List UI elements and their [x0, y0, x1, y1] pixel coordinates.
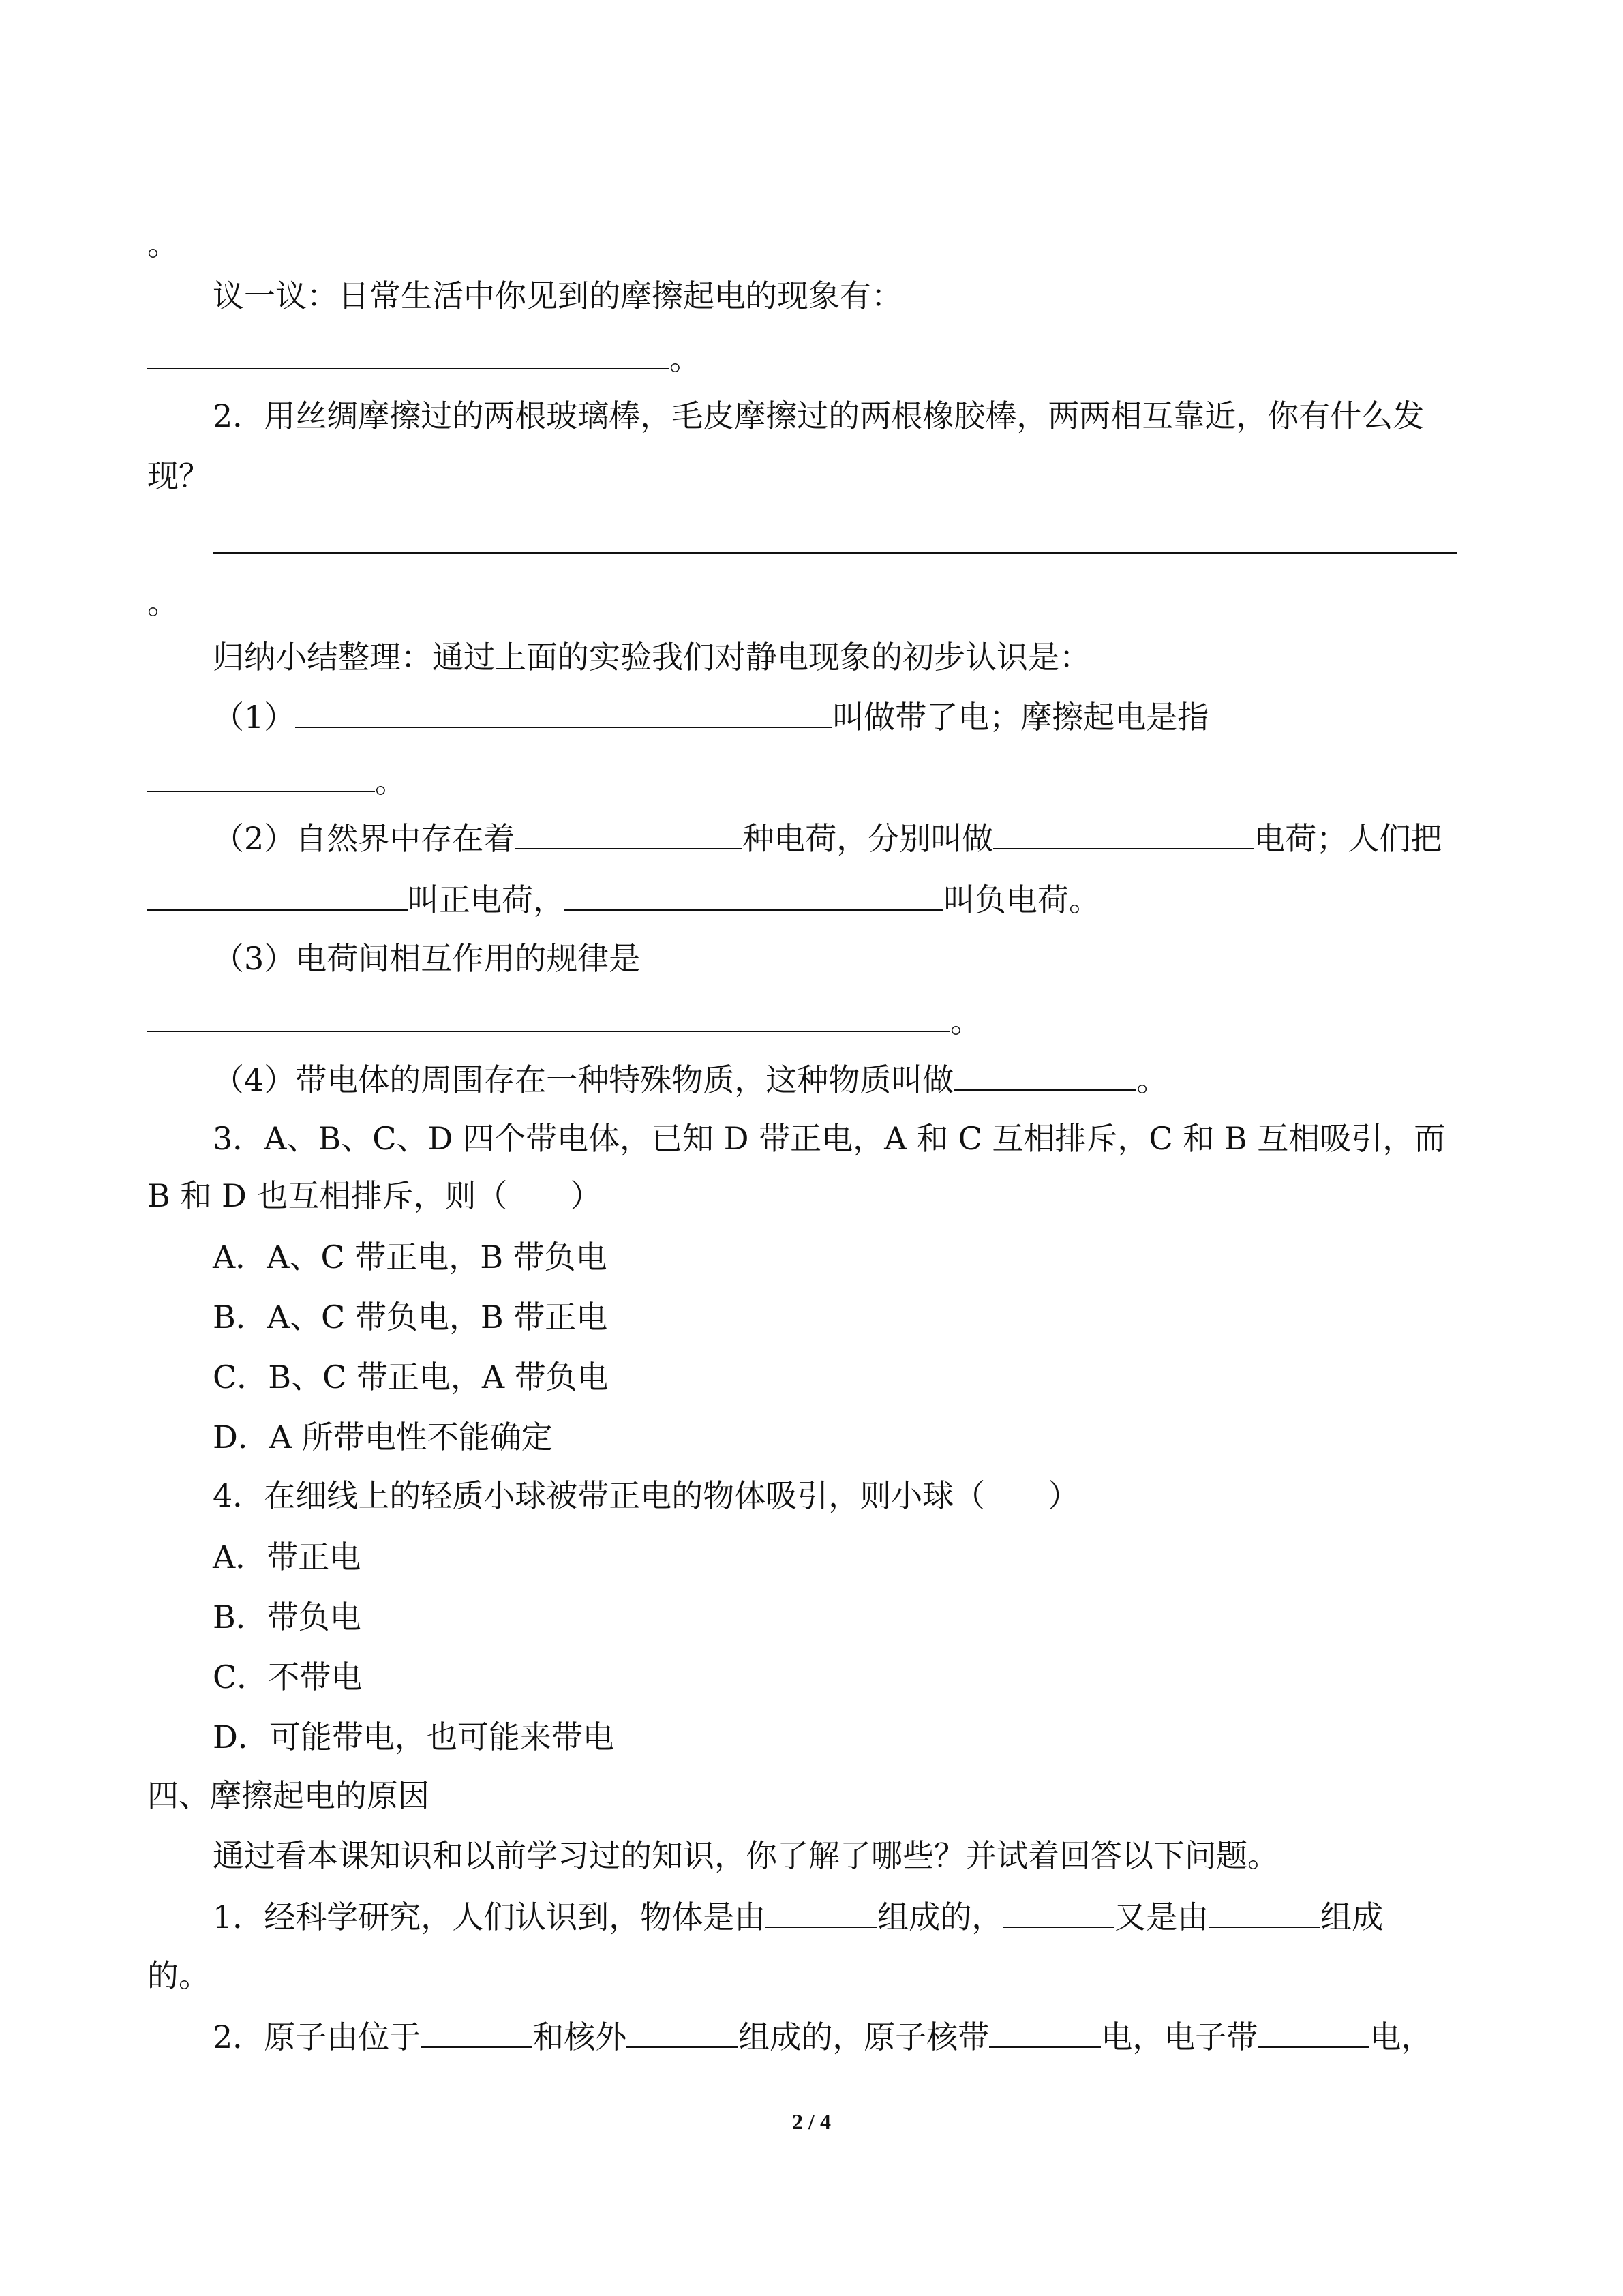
fill-blank[interactable]	[989, 2015, 1101, 2048]
question-2-line-1	[213, 395, 1424, 436]
point-1-cont	[147, 1955, 210, 1996]
section-intro	[213, 1835, 1279, 1876]
point-2	[213, 2015, 1432, 2056]
period: 。	[1136, 1061, 1168, 1098]
text-line	[147, 582, 179, 623]
fill-blank[interactable]	[421, 2015, 532, 2048]
item-text: （2）自然界中存在着	[213, 820, 515, 857]
summary-line	[213, 637, 1091, 678]
summary-item-3	[213, 938, 640, 979]
fill-blank[interactable]	[147, 878, 408, 911]
option-text: A．A、C 带正电，B 带负电	[213, 1239, 607, 1275]
discuss-text: 议一议：日常生活中你见到的摩擦起电的现象有：	[213, 277, 902, 314]
question-3-line-2	[147, 1175, 602, 1216]
option-d[interactable]	[213, 1417, 553, 1457]
answer-blank[interactable]	[147, 337, 669, 369]
fill-blank[interactable]	[765, 1895, 877, 1928]
fill-blank[interactable]	[954, 1058, 1136, 1091]
question-4-text: 4．在细线上的轻质小球被带正电的物体吸引，则小球（ ）	[213, 1477, 1080, 1514]
question-4	[213, 1475, 1079, 1516]
page-number: 2 / 4	[792, 2109, 831, 2134]
fill-blank[interactable]	[1003, 1895, 1114, 1928]
text-line	[147, 224, 179, 265]
point-text: 组成的，原子核带	[738, 2019, 990, 2055]
summary-item-1	[213, 695, 1209, 736]
question-2-text: 2．用丝绸摩擦过的两根玻璃棒，毛皮摩擦过的两根橡胶棒，两两相互靠近，你有什么发	[213, 397, 1425, 434]
option-a[interactable]	[213, 1237, 607, 1278]
period: 。	[669, 340, 701, 377]
item-text: 种电荷，分别叫做	[742, 820, 994, 857]
fill-blank[interactable]	[147, 999, 950, 1032]
option-b[interactable]	[213, 1297, 607, 1338]
fill-blank[interactable]	[295, 695, 832, 728]
option-text: A．带正电	[213, 1539, 361, 1575]
point-text: 电，	[1369, 2019, 1433, 2055]
question-2-line-2	[147, 455, 210, 496]
option-c[interactable]	[213, 1357, 609, 1398]
period: 。	[147, 584, 179, 621]
period: 。	[950, 1003, 982, 1040]
question-3-line-1	[213, 1118, 1445, 1159]
discuss-line	[213, 275, 902, 316]
summary-text: 归纳小结整理：通过上面的实验我们对静电现象的初步认识是：	[213, 639, 1091, 676]
point-text: 2．原子由位于	[213, 2019, 421, 2055]
item-text: 叫负电荷。	[943, 881, 1100, 918]
option-b[interactable]	[213, 1597, 361, 1637]
item-text: 叫做带了电；摩擦起电是指	[832, 699, 1209, 736]
question-3-text-cont: B 和 D 也互相排斥，则（ ）	[147, 1177, 602, 1214]
item-label: （1）	[213, 699, 296, 736]
option-text: C．不带电	[213, 1659, 363, 1695]
point-text: 1．经科学研究，人们认识到，物体是由	[213, 1899, 766, 1935]
fill-blank[interactable]	[564, 878, 943, 911]
fill-blank[interactable]	[626, 2015, 738, 2048]
summary-item-2	[213, 817, 1442, 858]
fill-blank[interactable]	[147, 759, 375, 792]
option-text: D．A 所带电性不能确定	[213, 1419, 553, 1455]
item-text: （3）电荷间相互作用的规律是	[213, 940, 641, 977]
option-text: C．B、C 带正电，A 带负电	[213, 1359, 609, 1395]
fill-blank[interactable]	[515, 817, 742, 849]
section-title: 四、摩擦起电的原因	[147, 1777, 429, 1814]
point-text: 和核外	[532, 2019, 627, 2055]
option-text: D．可能带电，也可能来带电	[213, 1719, 614, 1755]
item-text: 叫正电荷，	[408, 881, 564, 918]
section-heading	[147, 1775, 429, 1816]
summary-item-4	[213, 1058, 1168, 1099]
option-text: B．带负电	[213, 1599, 361, 1635]
option-text: B．A、C 带负电，B 带正电	[213, 1299, 608, 1335]
point-text: 组成的，	[877, 1899, 1003, 1935]
option-d[interactable]	[213, 1717, 614, 1757]
answer-rule[interactable]	[213, 552, 1457, 554]
point-text: 组成	[1320, 1899, 1384, 1935]
option-c[interactable]	[213, 1657, 362, 1697]
point-text: 又是由	[1114, 1899, 1209, 1935]
question-3-text: 3．A、B、C、D 四个带电体，已知 D 带正电，A 和 C 互相排斥，C 和 B 互相吸引，而	[213, 1120, 1446, 1157]
summary-item-1-cont	[147, 759, 406, 800]
answer-line	[147, 337, 701, 378]
period: 。	[147, 226, 179, 262]
summary-item-3-cont	[147, 999, 982, 1040]
summary-item-2-cont	[147, 878, 1100, 919]
item-text: （4）带电体的周围存在一种特殊物质，这种物质叫做	[213, 1061, 954, 1098]
point-text: 的。	[147, 1957, 210, 1994]
option-a[interactable]	[213, 1537, 361, 1577]
item-text: 电荷；人们把	[1254, 820, 1442, 857]
fill-blank[interactable]	[993, 817, 1254, 849]
intro-text: 通过看本课知识和以前学习过的知识，你了解了哪些？并试着回答以下问题。	[213, 1837, 1279, 1874]
fill-blank[interactable]	[1209, 1895, 1320, 1928]
question-2-text-cont: 现？	[147, 457, 210, 494]
point-text: 电，电子带	[1101, 2019, 1258, 2055]
fill-blank[interactable]	[1258, 2015, 1369, 2048]
point-1	[213, 1895, 1383, 1936]
period: 。	[375, 763, 406, 800]
